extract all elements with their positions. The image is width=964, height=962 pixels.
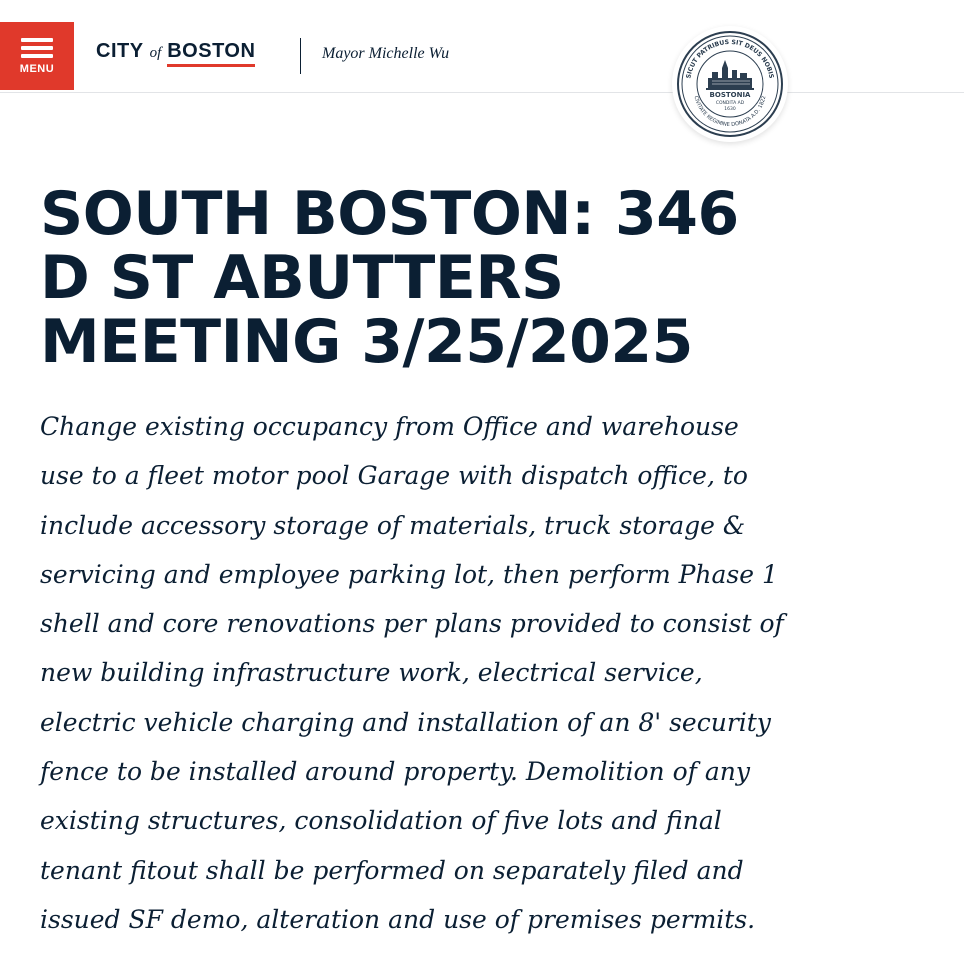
page-title-line: D ST ABUTTERS bbox=[40, 243, 564, 313]
header-divider bbox=[300, 38, 301, 74]
logo-city-text: CITY bbox=[96, 40, 144, 62]
seal-condita: CONDITA AD bbox=[715, 101, 745, 106]
menu-button[interactable] bbox=[0, 22, 74, 90]
city-of-boston-logo[interactable] bbox=[96, 40, 255, 67]
description-line: shell and core renovations per plans provided to consist of bbox=[40, 609, 784, 639]
page-title-line: SOUTH BOSTON: 346 bbox=[40, 179, 739, 249]
description-line: servicing and employee parking lot, then perform Phase 1 bbox=[40, 559, 778, 589]
description-line: tenant fitout shall be performed on separately filed and bbox=[40, 855, 744, 885]
description-line: use to a fleet motor pool Garage with dispatch office, to bbox=[40, 461, 748, 491]
description-line: issued SF demo, alteration and use of premises permits. bbox=[40, 904, 756, 934]
description-line: Change existing occupancy from Office and warehouse bbox=[40, 412, 739, 441]
mayor-link[interactable]: Mayor Michelle Wu bbox=[322, 45, 450, 62]
description-line: fence to be installed around property. Demolition of any bbox=[40, 757, 750, 787]
seal-name: BOSTONIA bbox=[709, 91, 751, 99]
page-title bbox=[40, 179, 940, 377]
seal-ring-text: SICUT PATRIBUS SIT DEUS NOBIS bbox=[685, 38, 775, 80]
description-line: new building infrastructure work, electrical service, bbox=[40, 658, 703, 688]
logo-boston-text: BOSTON bbox=[167, 40, 255, 67]
seal-lower-text: CIVITATE REGIMINE DONATA A.D. 1822 bbox=[692, 95, 768, 129]
meeting-description bbox=[40, 402, 940, 944]
city-seal-icon bbox=[672, 26, 788, 142]
site-header bbox=[0, 0, 964, 93]
hamburger-icon bbox=[21, 38, 53, 58]
logo-of-text: of bbox=[149, 45, 162, 61]
description-line: electric vehicle charging and installation of an 8' security bbox=[40, 707, 771, 737]
city-seal-link[interactable] bbox=[672, 26, 788, 142]
description-line: existing structures, consolidation of five lots and final bbox=[40, 806, 722, 836]
description-line: include accessory storage of materials, truck storage & bbox=[40, 510, 746, 540]
seal-year: 1630 bbox=[724, 107, 736, 112]
page-title-line: MEETING 3/25/2025 bbox=[40, 307, 693, 377]
menu-label: MENU bbox=[19, 62, 55, 75]
